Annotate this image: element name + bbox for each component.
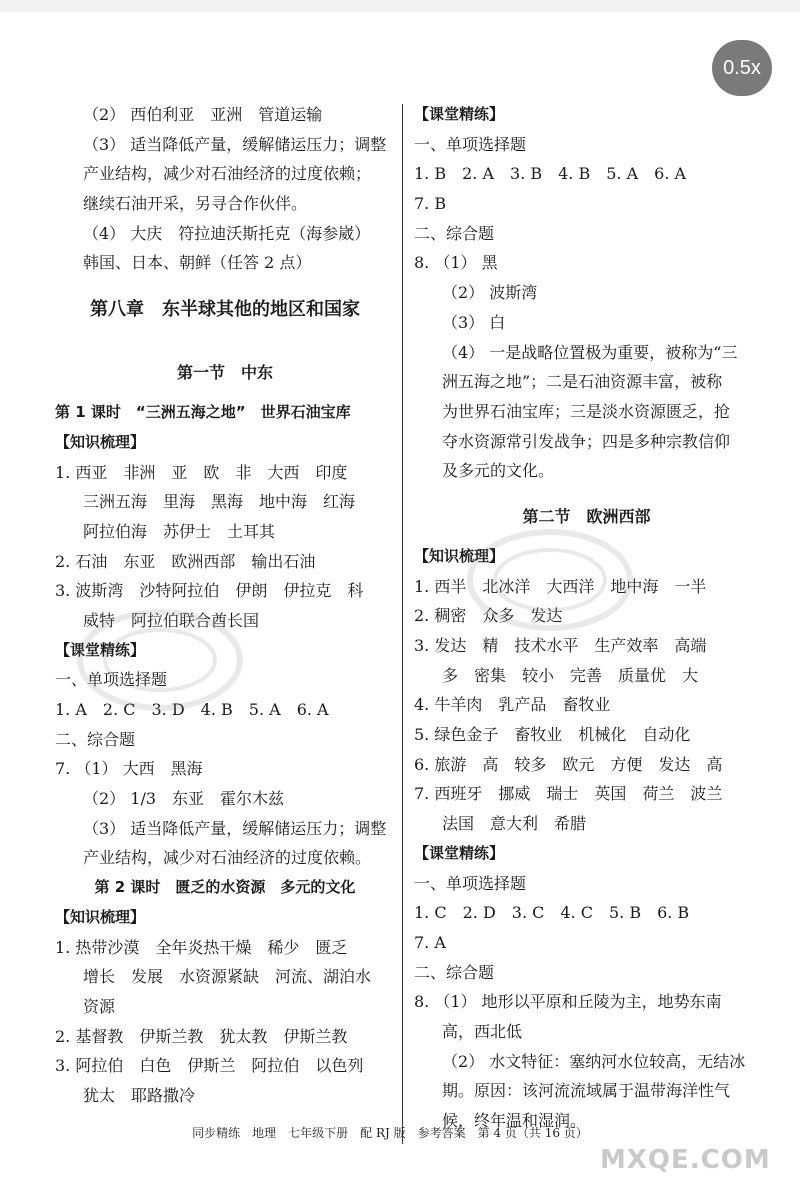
answer-line: 夺水资源常引发战争；四是多种宗教信仰: [442, 431, 731, 451]
question-type: 一、单项选择题: [414, 134, 527, 154]
answer-line: 7. B: [414, 194, 447, 214]
answer-line: 1. 西半 北冰洋 大西洋 地中海 一半: [414, 576, 707, 596]
answer-line: 1. 西亚 非洲 亚 欧 非 大西 印度: [55, 462, 348, 482]
answer-line: （3） 白: [442, 312, 506, 332]
answer-line: 3. 阿拉伯 白色 伊斯兰 阿拉伯 以色列: [55, 1056, 364, 1076]
answer-line: 6. 旅游 高 较多 欧元 方便 发达 高: [414, 754, 723, 774]
answer-line: 8. （1） 地形以平原和丘陵为主，地势东南: [414, 992, 722, 1012]
lesson-title: 第 2 课时 匮乏的水资源 多元的文化: [94, 878, 356, 897]
question-type: 一、单项选择题: [414, 873, 527, 893]
practice-heading: 【课堂精练】: [55, 640, 146, 659]
answer-line: 多 密集 较小 完善 质量优 大: [442, 665, 699, 685]
answer-line: （2） 1/3 东亚 霍尔木兹: [83, 789, 285, 809]
answer-line: 7. （1） 大西 黑海: [55, 759, 203, 779]
stamp-watermark-icon: [70, 600, 250, 720]
answer-line: 1. B 2. A 3. B 4. B 5. A 6. A: [414, 164, 687, 184]
knowledge-heading: 【知识梳理】: [55, 907, 146, 926]
lesson-title: 第 1 课时 “三洲五海之地” 世界石油宝库: [55, 403, 351, 422]
answer-line: 韩国、日本、朝鲜（任答 2 点）: [83, 253, 312, 273]
answer-line: （2） 波斯湾: [442, 283, 538, 303]
section-title: 第一节 中东: [176, 363, 273, 383]
answer-line: （2） 西伯利亚 亚洲 管道运输: [83, 105, 323, 124]
answer-line: 7. A: [414, 932, 446, 952]
answer-line: 为世界石油宝库；三是淡水资源匮乏，抢: [442, 401, 731, 421]
answer-line: 5. 绿色金子 畜牧业 机械化 自动化: [414, 725, 691, 745]
answer-line: 1. A 2. C 3. D 4. B 5. A 6. A: [55, 700, 329, 719]
stamp-watermark-icon: [460, 520, 640, 640]
answer-line: 3. 发达 精 技术水平 生产效率 高端: [414, 636, 707, 655]
answer-line: （4） 一是战略位置极为重要，被称为“三: [442, 342, 738, 362]
practice-heading: 【课堂精练】: [414, 105, 505, 123]
question-type: 二、综合题: [414, 962, 495, 982]
site-watermark: MXQE.COM: [600, 1145, 771, 1175]
answer-line: 2. 稠密 众多 发达: [414, 606, 563, 626]
question-type: 二、综合题: [55, 729, 136, 749]
answer-line: 威特 阿拉伯联合酋长国: [83, 610, 260, 630]
answer-line: 资源: [83, 996, 116, 1016]
section-title: 第二节 欧洲西部: [522, 506, 651, 526]
chapter-title: 第八章 东半球其他的地区和国家: [90, 299, 360, 321]
answer-line: 候，终年温和湿润。: [442, 1111, 587, 1130]
column-divider: [402, 104, 403, 1144]
practice-heading: 【课堂精练】: [414, 843, 505, 862]
answer-line: 继续石油开采，另寻合作伙伴。: [83, 194, 308, 214]
answer-line: （2） 水文特征：塞纳河水位较高，无结冰: [442, 1051, 746, 1071]
question-type: 二、综合题: [414, 223, 495, 243]
answer-line: 法国 意大利 希腊: [442, 814, 587, 834]
question-type: 一、单项选择题: [55, 670, 168, 690]
answer-line: 3. 波斯湾 沙特阿拉伯 伊朗 伊拉克 科: [55, 581, 364, 601]
answer-line: 2. 石油 东亚 欧洲西部 输出石油: [55, 551, 316, 571]
answer-line: 期。原因：该河流流域属于温带海洋性气: [442, 1081, 731, 1101]
answer-line: 及多元的文化。: [442, 461, 555, 481]
answer-line: 4. 牛羊肉 乳产品 畜牧业: [414, 695, 611, 715]
answer-line: 产业结构，减少对石油经济的过度依赖。: [83, 848, 372, 868]
knowledge-heading: 【知识梳理】: [55, 432, 146, 451]
viewer-top-bar: [0, 0, 800, 12]
answer-line: 1. 热带沙漠 全年炎热干燥 稀少 匮乏: [55, 937, 348, 957]
answer-line: 产业结构，减少对石油经济的过度依赖；: [83, 164, 372, 184]
zoom-level-badge[interactable]: 0.5x: [712, 40, 772, 96]
answer-line: （3） 适当降低产量，缓解储运压力；调整: [83, 818, 387, 838]
answer-line: 阿拉伯海 苏伊士 土耳其: [83, 521, 276, 541]
answer-line: 三洲五海 里海 黑海 地中海 红海: [83, 492, 356, 512]
answer-line: （3） 适当降低产量，缓解储运压力；调整: [83, 134, 387, 154]
answer-line: 7. 西班牙 挪威 瑞士 英国 荷兰 波兰: [414, 784, 723, 804]
page-footer: 同步精练 地理 七年级下册 配 RJ 版 参考答案 第 4 页（共 16 页）: [192, 1126, 588, 1140]
answer-line: （4） 大庆 符拉迪沃斯托克（海参崴）: [83, 223, 371, 243]
answer-line: 增长 发展 水资源紧缺 河流、湖泊水: [83, 967, 372, 987]
knowledge-heading: 【知识梳理】: [414, 546, 505, 565]
answer-line: 洲五海之地”；二是石油资源丰富，被称: [442, 372, 723, 392]
answer-line: 8. （1） 黑: [414, 253, 498, 273]
answer-line: 高，西北低: [442, 1021, 523, 1041]
answer-line: 1. C 2. D 3. C 4. C 5. B 6. B: [414, 903, 690, 923]
answer-line: 2. 基督教 伊斯兰教 犹太教 伊斯兰教: [55, 1026, 348, 1046]
answer-line: 犹太 耶路撒冷: [83, 1085, 196, 1105]
